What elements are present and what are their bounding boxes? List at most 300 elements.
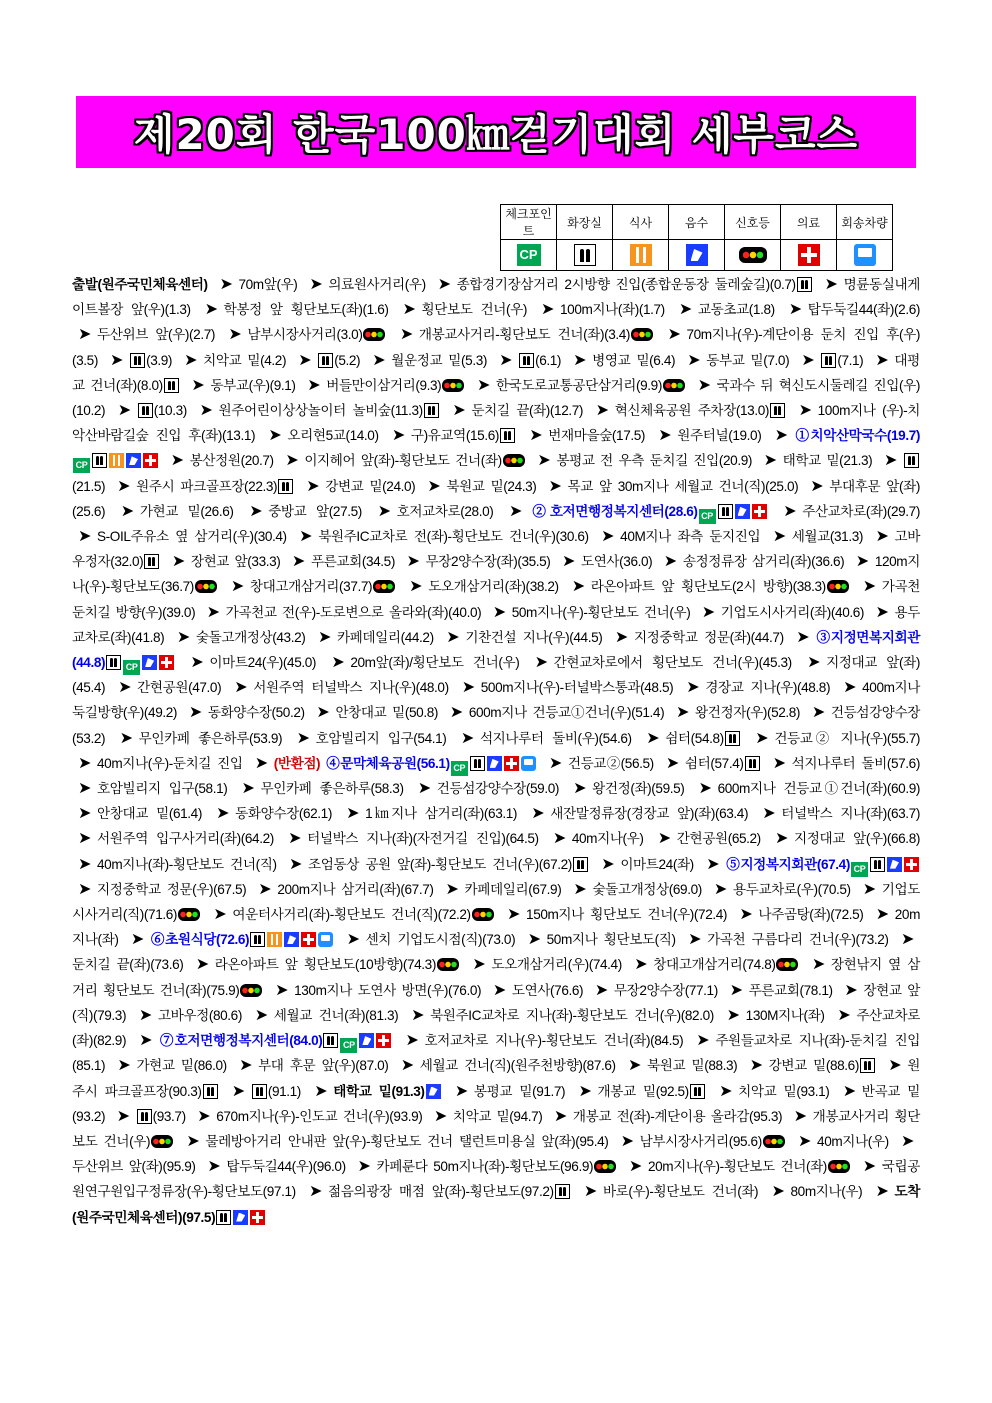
- arrow-icon: ➤: [529, 427, 543, 445]
- arrow-icon: ➤: [729, 981, 743, 999]
- arrow-icon: ➤: [772, 754, 786, 772]
- course-step-text: 월운정교 밑(5.3): [391, 352, 487, 368]
- course-step-text: 건등섬강양수장(59.0): [436, 781, 559, 797]
- course-step: [136, 1109, 186, 1124]
- arrow-icon: ➤: [634, 956, 648, 974]
- arrow-icon: ➤: [548, 754, 562, 772]
- meal-icon: [267, 932, 282, 947]
- course-step: [317, 353, 360, 368]
- course-step: [208, 705, 305, 720]
- water-icon: [359, 1033, 374, 1048]
- course-step: [556, 453, 752, 468]
- arrow-icon: ➤: [402, 301, 416, 319]
- legend-label-shuttle: 회송차량: [837, 205, 893, 240]
- course-step-text: 명륜동실내게이트볼장 앞(우)(1.3): [72, 277, 920, 318]
- course-step: [97, 756, 243, 771]
- course-step-text: 나주곰탕(좌)(72.5): [758, 907, 864, 923]
- course-step: [437, 781, 559, 796]
- arrow-icon: ➤: [883, 452, 897, 470]
- arrow-icon: ➤: [793, 1107, 807, 1125]
- arrow-icon: ➤: [249, 502, 263, 520]
- arrow-icon: ➤: [788, 301, 802, 319]
- restroom-icon: [424, 403, 439, 418]
- arrow-icon: ➤: [406, 553, 420, 571]
- course-step-text: 200m지나 삼거리(좌)(67.7): [277, 881, 434, 897]
- course-step: [597, 1084, 705, 1099]
- checkpoint-stop: [326, 756, 536, 771]
- course-step-text: 카페데일리(44.2): [336, 629, 434, 645]
- course-step-text: 80m지나(우): [790, 1184, 863, 1200]
- course-step: [97, 529, 287, 544]
- course-step: [733, 882, 851, 897]
- course-step-text: 푸른교회(34.5): [310, 554, 395, 570]
- arrow-icon: ➤: [195, 956, 209, 974]
- arrow-icon: ➤: [234, 679, 248, 697]
- restroom-icon: [574, 244, 596, 266]
- course-step-text: 호저교차로 지나(우)-횡단보도 건너(좌)(84.5): [424, 1033, 684, 1049]
- arrow-icon: ➤: [377, 502, 391, 520]
- arrow-icon: ➤: [117, 477, 131, 495]
- arrow-icon: ➤: [862, 880, 876, 898]
- arrow-icon: ➤: [472, 956, 486, 974]
- restroom-icon: [323, 1033, 338, 1048]
- arrow-icon: ➤: [299, 528, 313, 546]
- course-step: [603, 1184, 758, 1199]
- course-step-text: 부대 후문 앞(우)(87.0): [258, 1058, 389, 1074]
- course-step-text: 강변교 밑(88.6): [768, 1058, 859, 1074]
- arrow-icon: ➤: [492, 981, 506, 999]
- legend-label-traffic-light: 신호등: [725, 205, 781, 240]
- course-step-text: 남부시장사거리(3.0): [247, 327, 363, 343]
- arrow-icon: ➤: [110, 351, 124, 369]
- icon-legend: [500, 204, 893, 271]
- arrow-icon: ➤: [701, 603, 715, 621]
- course-step-text: 40m지나(좌)-횡단보도 건너(직): [97, 856, 277, 872]
- arrow-icon: ➤: [726, 1006, 740, 1024]
- course-step-text: 무인카페 좋은하루(58.3): [260, 781, 404, 797]
- course-step: [137, 403, 187, 418]
- restroom-icon: [870, 857, 885, 872]
- restroom-icon: [770, 403, 785, 418]
- course-step-text: 500m지나(우)-터널박스통과(48.5): [480, 680, 674, 696]
- course-step-text: 동부교 밑(7.0): [706, 352, 790, 368]
- course-step-text: 중방교 앞(27.5): [268, 503, 362, 519]
- course-step: [308, 857, 589, 872]
- arrow-icon: ➤: [573, 351, 587, 369]
- arrow-icon: ➤: [116, 1107, 130, 1125]
- course-step-text: 장현교 앞(33.3): [190, 554, 281, 570]
- course-step-text: 봉평교 전 우측 둔치길 진입(20.9): [556, 453, 752, 469]
- course-step: [422, 302, 527, 317]
- checkpoint-icon: CP: [699, 509, 716, 524]
- course-step: [469, 705, 664, 720]
- arrow-icon: ➤: [316, 704, 330, 722]
- arrow-icon: ➤: [285, 452, 299, 470]
- traffic-light-icon: [373, 580, 395, 593]
- course-step-text: 원주어린이상상놀이터 놀비숲(11.3): [218, 403, 423, 419]
- course-step: [328, 277, 425, 292]
- arrow-icon: ➤: [688, 931, 702, 949]
- course-step: [326, 378, 465, 393]
- arrow-icon: ➤: [188, 704, 202, 722]
- restroom-icon: [106, 655, 121, 670]
- course-step-text: 지정중학교 정문(우)(67.5): [97, 881, 247, 897]
- medical-icon: [798, 244, 820, 266]
- course-step-text: 도오개삼거리(좌)(38.2): [428, 579, 559, 595]
- arrow-icon: ➤: [191, 376, 205, 394]
- course-step: [746, 1008, 825, 1023]
- course-step-text: 치악교 밑(94.7): [452, 1108, 543, 1124]
- course-step: [251, 1084, 301, 1099]
- shuttle-bus-icon: [521, 756, 536, 771]
- legend-label-medical: 의료: [781, 205, 837, 240]
- course-step-text: 카페데일리(67.9): [464, 881, 562, 897]
- course-step: [366, 932, 516, 947]
- course-step-text: 용두교차로(좌)(41.8): [72, 604, 920, 645]
- course-step-text: 20m지나(좌): [72, 907, 920, 948]
- course-step-text: 100m지나(좌)(1.7): [560, 302, 665, 318]
- course-step: [512, 605, 691, 620]
- course-step: [391, 353, 487, 368]
- arrow-icon: ➤: [231, 1082, 245, 1100]
- course-step: [136, 479, 294, 494]
- course-step-text: (21.5): [72, 478, 106, 494]
- course-step-text: 쉼터(57.4): [684, 755, 744, 771]
- course-step-text: 북원교 밑(24.3): [446, 478, 537, 494]
- course-step: [677, 831, 761, 846]
- arrow-icon: ➤: [706, 855, 720, 873]
- course-step: [139, 731, 282, 746]
- arrow-icon: ➤: [120, 502, 134, 520]
- arrow-icon: ➤: [875, 351, 889, 369]
- course-step-text: 이지헤어 앞(좌)-횡단보도 건너(좌): [304, 453, 502, 469]
- arrow-icon: ➤: [561, 553, 575, 571]
- arrow-icon: ➤: [207, 1158, 221, 1176]
- arrow-icon: ➤: [739, 906, 753, 924]
- course-step: [224, 302, 389, 317]
- arrow-icon: ➤: [798, 402, 812, 420]
- arrow-icon: ➤: [117, 402, 131, 420]
- page-title: 제20회 한국100㎞걷기대회 세부코스: [133, 110, 859, 159]
- course-step-text: 탑두둑길44(좌)(2.6): [807, 302, 920, 318]
- arrow-icon: ➤: [206, 603, 220, 621]
- course-step: [311, 554, 395, 569]
- course-step: [481, 680, 673, 695]
- course-description: [72, 272, 920, 1230]
- arrow-icon: ➤: [594, 981, 608, 999]
- course-step: [820, 353, 863, 368]
- arrow-icon: ➤: [552, 830, 566, 848]
- course-step-text: 안창대교 밑(61.4): [97, 806, 202, 822]
- arrow-icon: ➤: [687, 351, 701, 369]
- course-step: [274, 756, 320, 771]
- water-icon: [426, 1084, 441, 1099]
- arrow-icon: ➤: [199, 402, 213, 420]
- course-step: [758, 907, 863, 922]
- course-step-text: 세월교 건너(좌)(81.3): [273, 1007, 399, 1023]
- course-step: [653, 957, 799, 972]
- restroom-icon: [92, 453, 107, 468]
- course-step-text: 대평교 건너(좌)(8.0): [72, 352, 920, 393]
- course-step: [235, 806, 332, 821]
- restroom-icon: [470, 756, 485, 771]
- course-step-text: 가현교 밑(26.6): [139, 503, 234, 519]
- course-step-text: 호암빌리지 입구(54.1): [315, 730, 447, 746]
- course-step-text: ⑦호저면행정복지센터(84.0): [158, 1033, 323, 1049]
- course-step: [216, 1109, 422, 1124]
- course-step: [325, 479, 415, 494]
- course-step-text: ⑥초원식당(72.6): [149, 932, 250, 948]
- restroom-icon: [860, 1058, 875, 1073]
- course-step: [592, 781, 684, 796]
- course-step-text: 400m지나 둑길방향(우)(49.2): [72, 680, 920, 721]
- arrow-icon: ➤: [667, 326, 681, 344]
- arrow-icon: ➤: [78, 326, 92, 344]
- course-step-text: 석지나루터 돌비(57.6): [791, 755, 920, 771]
- checkpoint-stop: [725, 857, 920, 872]
- arrow-icon: ➤: [601, 528, 615, 546]
- arrow-icon: ➤: [190, 654, 204, 672]
- course-step-text: 40M지나 좌측 둔지진입: [620, 529, 761, 545]
- arrow-icon: ➤: [686, 679, 700, 697]
- course-step-text: 간현공원(65.2): [676, 831, 761, 847]
- arrow-icon: ➤: [843, 679, 857, 697]
- restroom-icon: [250, 932, 265, 947]
- medical-icon: [752, 504, 767, 519]
- arrow-icon: ➤: [658, 427, 672, 445]
- course-step: [158, 1008, 242, 1023]
- course-step-text: 개봉교 밑(92.5): [597, 1083, 689, 1099]
- course-step: [471, 403, 583, 418]
- course-step-text: 북원주IC교차로 전(좌)-횡단보도 건너(우)(30.6): [318, 529, 589, 545]
- course-step: [258, 1058, 388, 1073]
- course-step-text: 창대고개삼거리(74.8): [653, 957, 776, 973]
- course-step-text: 150m지나 횡단보도 건너(우)(72.4): [526, 907, 728, 923]
- course-step: [397, 504, 494, 519]
- course-step: [518, 353, 561, 368]
- arrow-icon: ➤: [772, 528, 786, 546]
- arrow-icon: ➤: [437, 276, 451, 293]
- arrow-icon: ➤: [719, 1082, 733, 1100]
- arrow-icon: ➤: [460, 729, 474, 747]
- arrow-icon: ➤: [405, 1032, 419, 1050]
- arrow-icon: ➤: [842, 1082, 856, 1100]
- course-step-text: (5.2): [334, 352, 361, 368]
- course-step: [554, 655, 792, 670]
- course-step-text: 130M지나(좌): [745, 1007, 825, 1023]
- legend-label-restroom: 화장실: [557, 205, 613, 240]
- arrow-icon: ➤: [775, 830, 789, 848]
- checkpoint-icon: CP: [123, 660, 140, 675]
- arrow-icon: ➤: [862, 578, 876, 596]
- arrow-icon: ➤: [139, 1032, 153, 1050]
- arrow-icon: ➤: [875, 528, 889, 546]
- course-step: [683, 554, 844, 569]
- shuttle-bus-icon: [854, 244, 876, 266]
- course-step: [592, 353, 675, 368]
- course-step-text: 무장2양수장(좌)(35.5): [425, 554, 551, 570]
- arrow-icon: ➤: [628, 1158, 642, 1176]
- course-step: [350, 655, 519, 670]
- course-step: [581, 554, 652, 569]
- course-step-text: ④문막체육공원(56.1): [326, 755, 450, 771]
- traffic-light-icon: [631, 328, 653, 341]
- arrow-icon: ➤: [78, 830, 92, 848]
- course-step-text: 40m지나(우): [817, 1133, 889, 1149]
- meal-icon: [630, 244, 652, 266]
- medical-icon: [376, 1033, 391, 1048]
- arrow-icon: ➤: [445, 880, 459, 898]
- course-step: [548, 428, 645, 443]
- arrow-icon: ➤: [798, 1132, 812, 1150]
- traffic-light-icon: [240, 984, 262, 997]
- course-step-text: ②호저면행정복지센터(28.6): [528, 503, 698, 519]
- course-step: [419, 327, 654, 342]
- course-step-text: 주산교차로(좌)(82.9): [72, 1007, 920, 1049]
- course-step: [480, 731, 632, 746]
- course-step-text: 오리현5교(14.0): [287, 428, 379, 444]
- course-step-text: 왕건정자(우)(52.8): [695, 705, 801, 721]
- course-step: [695, 705, 800, 720]
- course-step: [277, 882, 433, 897]
- course-step-text: 130m지나 도연사 방면(우)(76.0): [294, 982, 482, 998]
- course-step: [817, 1134, 889, 1149]
- course-step-text: 세월교 건너(직)(원주천방향)(87.6): [419, 1058, 616, 1074]
- course-step: [420, 1058, 616, 1073]
- course-step-text: 쉼터(54.8): [665, 730, 724, 746]
- arrow-icon: ➤: [665, 754, 679, 772]
- arrow-icon: ➤: [268, 427, 282, 445]
- course-step: [615, 403, 786, 418]
- course-step-text: 120m지나(우)-횡단보도(36.7): [72, 554, 920, 595]
- course-step-text: 건등교② 지나(우)(55.7): [774, 730, 921, 746]
- arrow-icon: ➤: [620, 1132, 634, 1150]
- course-step: [572, 831, 644, 846]
- traffic-light-icon: [363, 328, 385, 341]
- course-step: [190, 453, 274, 468]
- course-step: [274, 1008, 399, 1023]
- arrow-icon: ➤: [824, 276, 838, 293]
- course-step-text: 가곡천교 전(우)-도로변으로 올라와(좌)(40.0): [225, 604, 482, 620]
- course-step-text: 국립공원연구원입구정류장(우)-횡단보도(97.1): [72, 1159, 920, 1200]
- course-step: [333, 1084, 441, 1099]
- restroom-icon: [745, 756, 760, 771]
- arrow-icon: ➤: [216, 805, 230, 823]
- checkpoint-stop: [528, 504, 767, 519]
- course-step-text: 남부시장사거리(95.6): [639, 1133, 762, 1149]
- course-step: [72, 957, 183, 972]
- restroom-icon: [904, 453, 919, 468]
- course-step-text: 둔치길 끝(좌)(12.7): [471, 403, 584, 419]
- arrow-icon: ➤: [288, 830, 302, 848]
- course-step: [137, 680, 221, 695]
- arrow-icon: ➤: [534, 654, 548, 672]
- course-step-text: 가현교 밑(86.0): [136, 1058, 227, 1074]
- traffic-light-icon: [472, 908, 494, 921]
- course-step: [97, 327, 215, 342]
- course-step-text: ①치악산막국수(19.7): [793, 428, 920, 444]
- course-step: [647, 1058, 737, 1073]
- course-step: [792, 756, 920, 771]
- course-step-text: 번재마을숲(17.5): [548, 428, 646, 444]
- traffic-light-icon: [437, 958, 459, 971]
- restroom-icon: [821, 353, 836, 368]
- course-step: [721, 605, 864, 620]
- course-step-text: 서원주역 입구사거리(좌)(64.2): [97, 831, 274, 847]
- traffic-light-icon: [594, 1160, 616, 1173]
- arrow-icon: ➤: [317, 628, 331, 646]
- arrow-icon: ➤: [783, 502, 797, 520]
- arrow-icon: ➤: [657, 830, 671, 848]
- arrow-icon: ➤: [807, 654, 821, 672]
- restroom-icon: [519, 353, 534, 368]
- traffic-light-icon: [776, 958, 798, 971]
- course-step-text: (93.7): [152, 1108, 186, 1124]
- course-step: [457, 277, 813, 292]
- course-step-text: 숯돌고개정상(69.0): [592, 881, 702, 897]
- course-step: [261, 781, 404, 796]
- course-step: [426, 554, 551, 569]
- restroom-icon: [278, 479, 293, 494]
- course-step-text: 용두교차로(우)(70.5): [732, 881, 851, 897]
- water-icon: [887, 857, 902, 872]
- course-step-text: 치악교 밑(93.1): [738, 1083, 830, 1099]
- water-icon: [126, 453, 141, 468]
- course-step: [365, 806, 517, 821]
- arrow-icon: ➤: [400, 1057, 414, 1075]
- arrow-icon: ➤: [862, 1158, 876, 1176]
- arrow-icon: ➤: [844, 981, 858, 999]
- restroom-icon: [203, 1084, 218, 1099]
- arrow-icon: ➤: [796, 628, 810, 646]
- course-step-text: 도연사(76.6): [511, 982, 584, 998]
- arrow-icon: ➤: [372, 351, 386, 369]
- arrow-icon: ➤: [900, 931, 914, 949]
- arrow-icon: ➤: [204, 301, 218, 319]
- course-step: [209, 655, 316, 670]
- arrow-icon: ➤: [811, 704, 825, 722]
- course-step: [769, 1058, 876, 1073]
- medical-icon: [250, 1210, 265, 1225]
- arrow-icon: ➤: [492, 603, 506, 621]
- restroom-icon: [555, 1184, 570, 1199]
- course-step-text: 고바우정(80.6): [157, 1007, 242, 1023]
- course-step: [567, 479, 798, 494]
- course-step: [685, 756, 761, 771]
- restroom-icon: [130, 353, 145, 368]
- arrow-icon: ➤: [553, 1107, 567, 1125]
- course-step-text: 국과수 뒤 혁신도시둘레길 진입(우)(10.2): [72, 377, 920, 419]
- course-step: [573, 1109, 782, 1124]
- traffic-light-icon: [178, 908, 200, 921]
- traffic-light-icon: [663, 379, 685, 392]
- course-step: [318, 529, 588, 544]
- course-step-text: 교동초교(1.8): [697, 302, 775, 318]
- course-step: [592, 882, 702, 897]
- arrow-icon: ➤: [449, 704, 463, 722]
- course-step-text: 라온아파트 앞 횡단보도(2시 방향)(38.3): [590, 579, 826, 595]
- course-step: [614, 983, 718, 998]
- course-step: [72, 1159, 196, 1174]
- course-step-text: 가곡천 둔치길 방향(우)(39.0): [72, 579, 920, 620]
- arrow-icon: ➤: [509, 502, 523, 520]
- course-step-text: 주산교차로(좌)(29.7): [802, 503, 920, 519]
- course-step: [97, 781, 227, 796]
- medical-icon: [301, 932, 316, 947]
- course-step-text: 탑두둑길44(우)(96.0): [226, 1159, 346, 1175]
- course-step: [97, 806, 202, 821]
- arrow-icon: ➤: [275, 981, 289, 999]
